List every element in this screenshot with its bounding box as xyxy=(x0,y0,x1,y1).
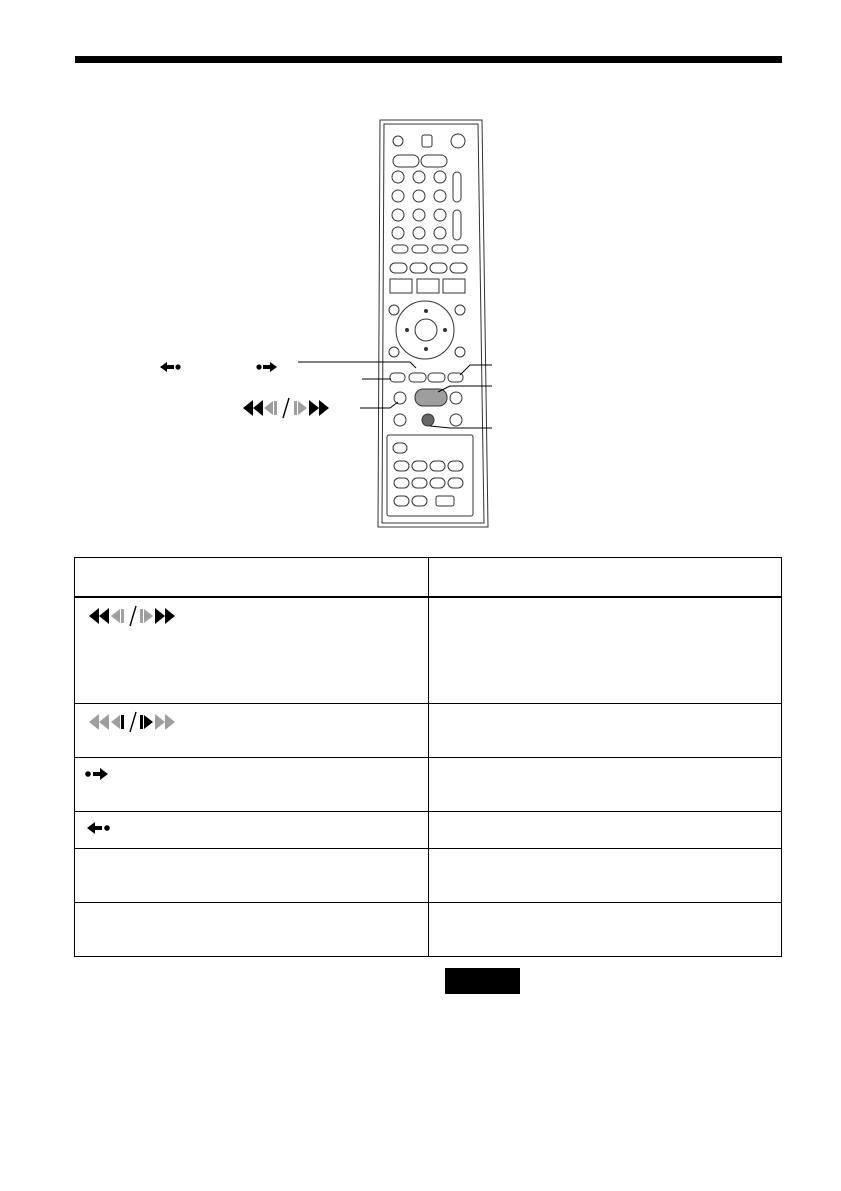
column-header xyxy=(75,558,429,598)
table-cell-button xyxy=(75,758,429,812)
table-cell-button xyxy=(75,902,429,956)
table-cell-button xyxy=(75,812,429,848)
advance-icon xyxy=(75,764,209,784)
pause-button xyxy=(422,414,434,426)
column-header xyxy=(428,558,782,598)
replay-icon-callout xyxy=(160,362,181,372)
scan-slow-grey-icon xyxy=(75,710,209,734)
table-row xyxy=(75,703,782,757)
scan-slow-black-icon xyxy=(75,604,209,628)
table-cell-description xyxy=(428,848,782,902)
table-cell-description xyxy=(428,597,782,703)
note-badge xyxy=(445,968,520,994)
function-table xyxy=(74,557,782,957)
remote-control-icon xyxy=(378,120,488,527)
remote-diagram xyxy=(0,0,841,560)
table-header-row xyxy=(75,558,782,598)
replay-advance-icons xyxy=(160,362,277,372)
table-cell-description xyxy=(428,812,782,848)
replay-icon xyxy=(75,818,209,838)
table-row xyxy=(75,848,782,902)
table-row xyxy=(75,597,782,703)
table-cell-button xyxy=(75,703,429,757)
table-cell-button xyxy=(75,848,429,902)
table-row xyxy=(75,902,782,956)
play-button xyxy=(415,389,447,406)
table-cell-description xyxy=(428,703,782,757)
advance-icon-callout xyxy=(256,362,277,372)
scan-slow-icons xyxy=(243,398,329,418)
table-cell-description xyxy=(428,902,782,956)
table-row xyxy=(75,812,782,848)
table-cell-description xyxy=(428,758,782,812)
table-row xyxy=(75,758,782,812)
table-cell-button xyxy=(75,597,429,703)
